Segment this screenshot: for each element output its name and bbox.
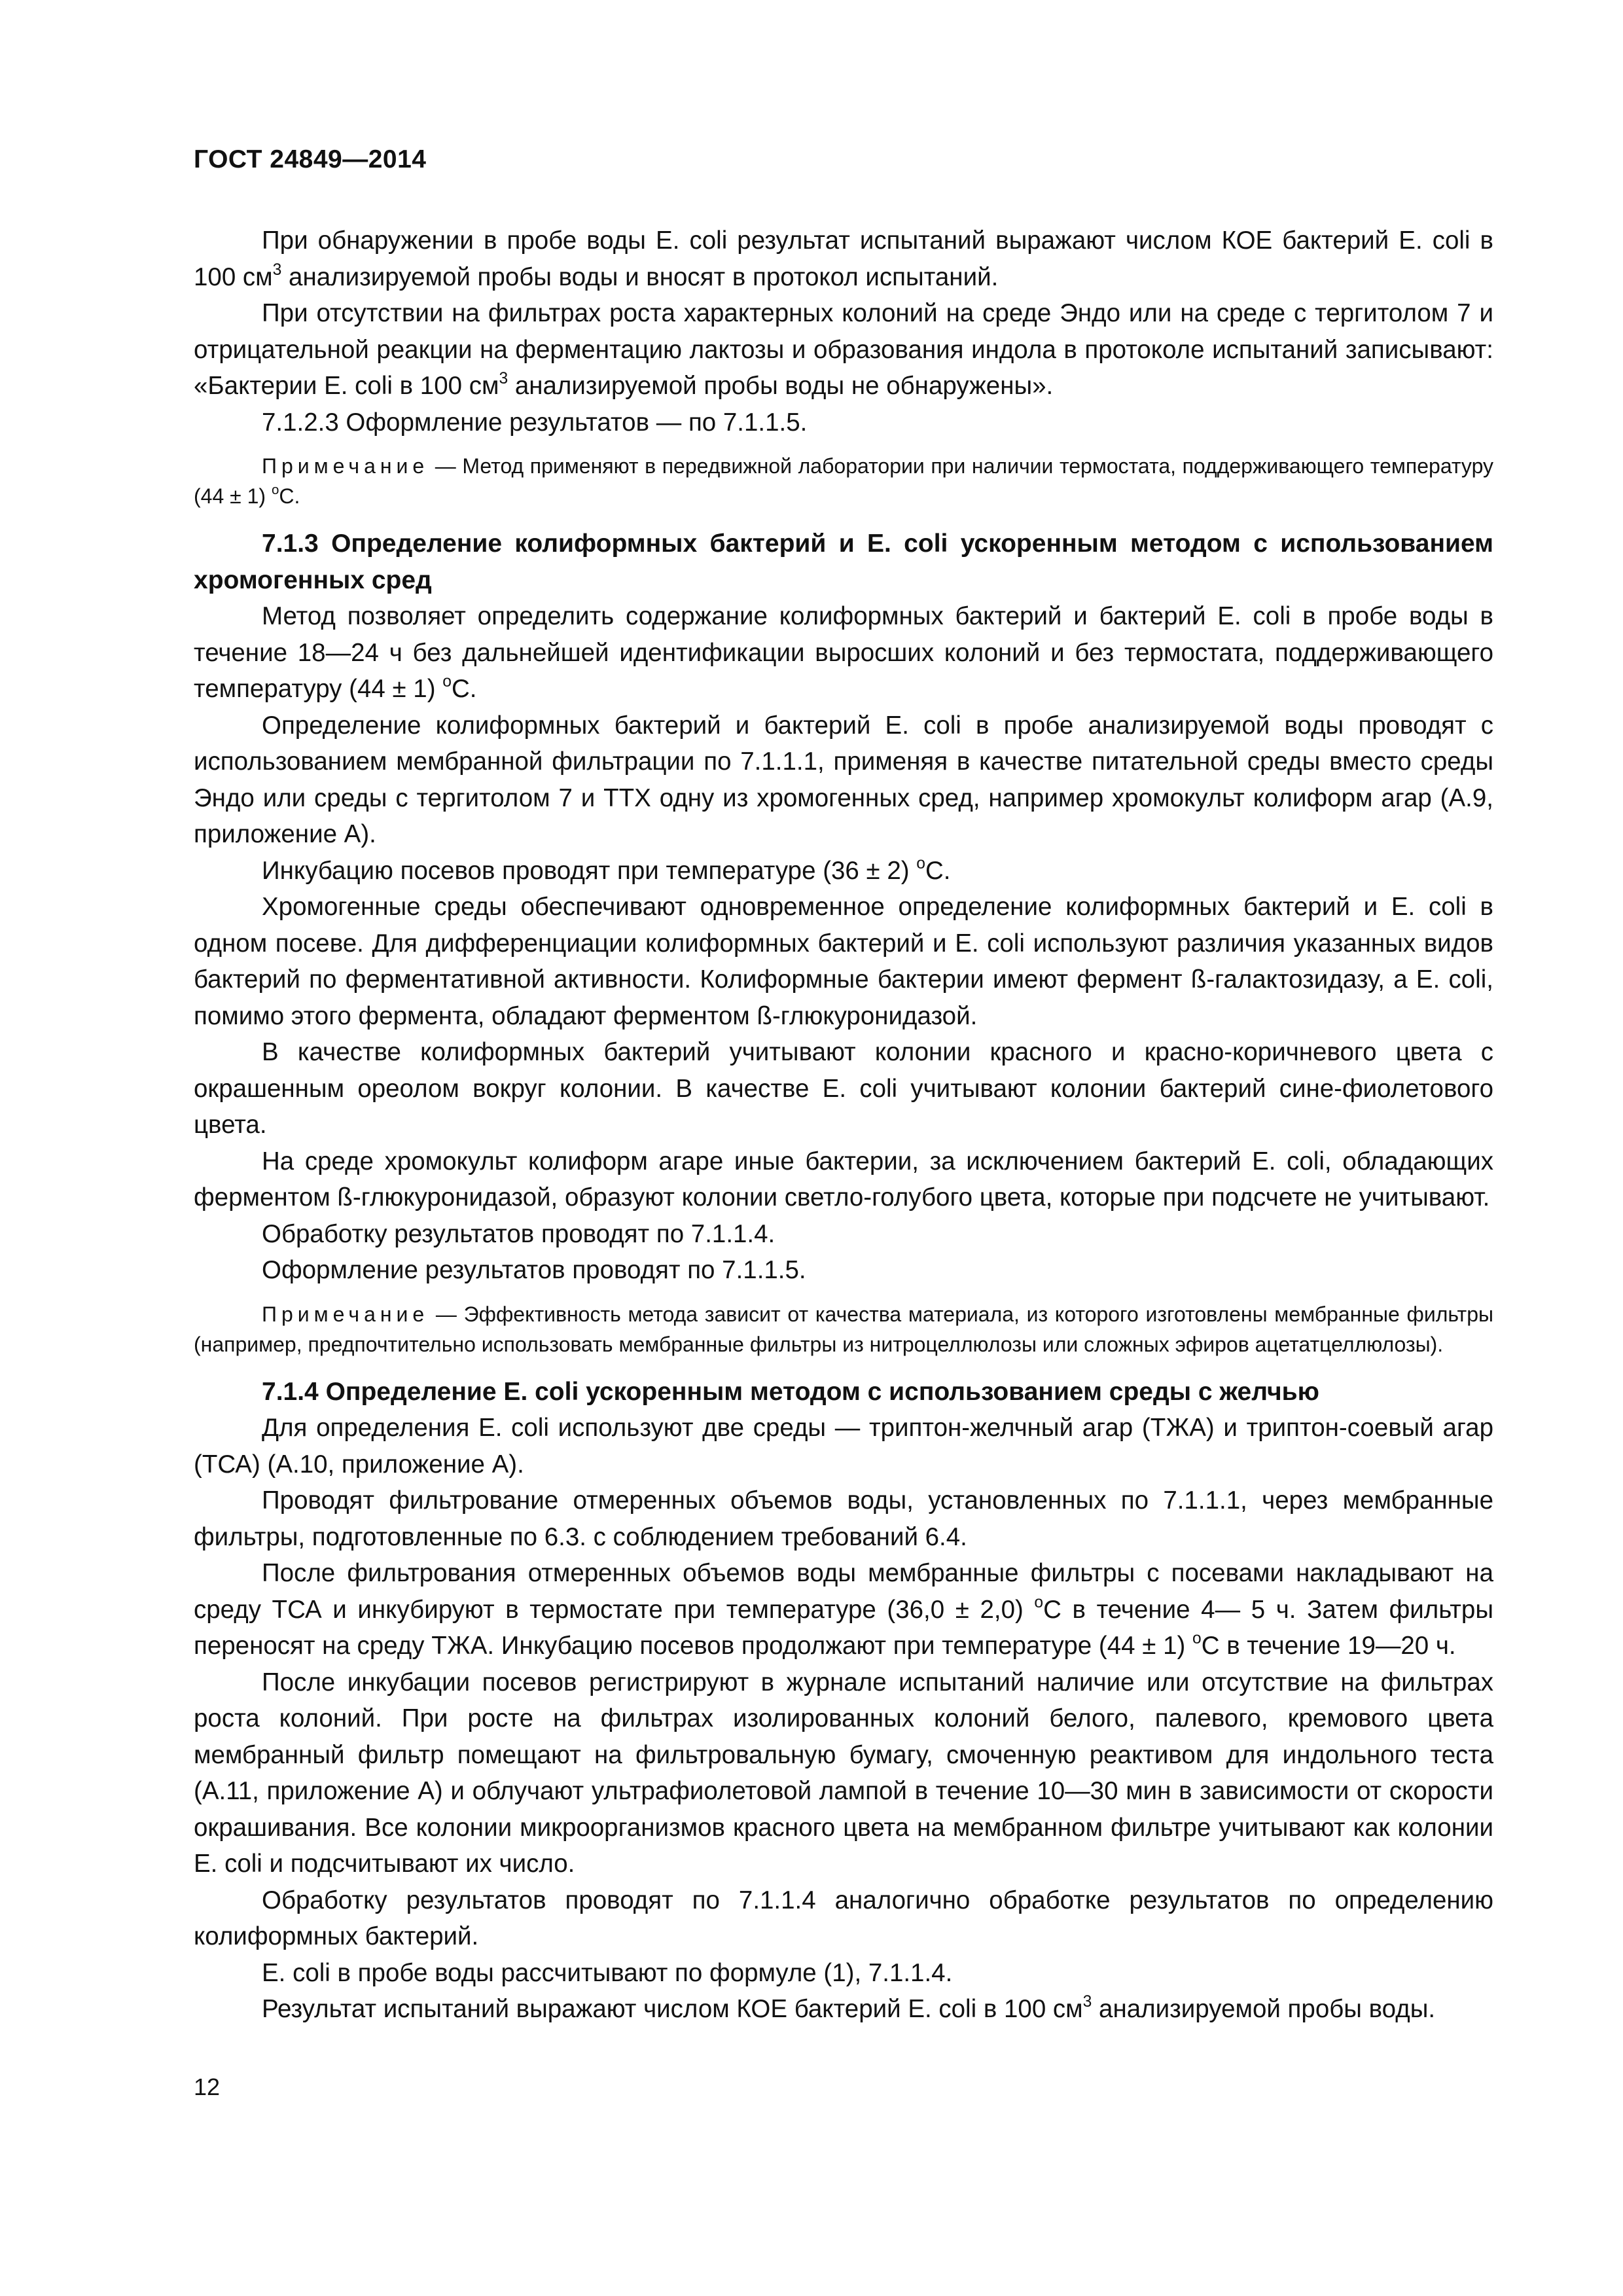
paragraph: Оформление результатов проводят по 7.1.1.5. [262,1256,806,1284]
paragraph: Проводят фильтрование отмеренных объемов воды, установленных по 7.1.1.1, через мембранные фильтры, подготовленные по 6.3. с соблюдением требований 6.4. [194,1486,1493,1551]
paragraph-7-1-2-3: 7.1.2.3 Оформление результатов — по 7.1.1.5. [262,408,808,437]
text-span: — Метод применяют в передвижной лаборатории при наличии термостата, поддерживающего температуру (44 ± 1) [194,454,1493,508]
paragraph: E. coli в пробе воды рассчитывают по формуле (1), 7.1.1.4. [262,1958,953,1987]
note [194,1299,1493,1359]
text-span: С в течение 19—20 ч. [1201,1632,1456,1660]
note [194,451,1493,511]
note-label: Примечание [262,1302,429,1326]
paragraph [194,1991,1493,2028]
paragraph: После инкубации посевов регистрируют в журнале испытаний наличие или отсутствие на фильтрах роста колоний. При росте на фильтрах изолированных колоний белого, палевого, кремового цвета мембранный фильтр помещают на фильтровальную бумагу, смоченную реактивом для индольного теста (А.11, приложение А) и облучают ультрафиолетовой лампой в течение 10—30 мин в зависимости от скорости окрашивания. Все колонии микроорганизмов красного цвета на мембранном фильтре учитывают как колонии E. coli и подсчитывают их число. [194,1668,1493,1878]
degree-sign: о [916,854,925,872]
text-span: С. [279,484,300,508]
degree-sign: о [442,673,452,691]
paragraph: Хромогенные среды обеспечивают одновременное определение колиформных бактерий и E. coli в одном посеве. Для дифференциации колиформных бактерий и E. coli используют различия указанных видов бактерий по ферментативной активности. Колиформные бактерии имеют фермент ß-галактозидазу, а E. coli, помимо этого фермента, обладают ферментом ß-глюкуронидазой. [194,893,1493,1030]
paragraph [194,1555,1493,1664]
degree-sign: о [271,482,279,498]
text-span: Результат испытаний выражают числом КОЕ бактерий E. coli в 100 см [262,1995,1083,2023]
text-span: С. [925,856,951,885]
section-heading-7-1-3: 7.1.3 Определение колиформных бактерий и E. coli ускоренным методом с использованием хромогенных сред [194,529,1493,594]
text-span: При отсутствии на фильтрах роста характерных колоний на среде Эндо или на среде с тергитолом 7 и отрицательной реакции на ферментацию лактозы и образования индола в протоколе испытаний записывают: «Бактерии E. coli в 100 см [194,299,1493,400]
superscript: 3 [1082,1993,1092,2011]
text-span: При обнаружении в пробе воды E. coli результат испытаний выражают числом КОЕ бактерий E. coli в 100 см [194,226,1493,291]
text-span: После фильтрования отмеренных объемов воды мембранные фильтры с посевами накладывают на среду ТСА и инкубируют в термостате при температуре (36,0 ± 2,0) [194,1559,1493,1624]
text-span: анализируемой пробы воды не обнаружены». [508,372,1054,400]
text-span: анализируемой пробы воды. [1092,1995,1436,2023]
paragraph [194,598,1493,708]
section-heading-7-1-4: 7.1.4 Определение E. coli ускоренным методом с использованием среды с желчью [262,1377,1319,1406]
paragraph: Определение колиформных бактерий и бактерий E. coli в пробе анализируемой воды проводят с использованием мембранной фильтрации по 7.1.1.1, применяя в качестве питательной среды вместо среды Эндо или среды с тергитолом 7 и ТТХ одну из хромогенных сред, например хромокульт колиформ агар (А.9, приложение А). [194,711,1493,848]
text-span: Инкубацию посевов проводят при температуре (36 ± 2) [262,856,917,885]
paragraph: В качестве колиформных бактерий учитывают колонии красного и красно-коричневого цвета с окрашенным ореолом вокруг колонии. В качестве E. coli учитывают колонии бактерий сине-фиолетового цвета. [194,1038,1493,1139]
paragraph [194,295,1493,404]
document-body [194,223,1493,2028]
paragraph [194,853,1493,889]
paragraph: На среде хромокульт колиформ агаре иные бактерии, за исключением бактерий E. coli, обладающих ферментом ß-глюкуронидазой, образуют колонии светло-голубого цвета, которые при подсчете не учитывают. [194,1147,1493,1211]
text-span: С в течение 4— 5 ч. Затем фильтры переносят на среду ТЖА. Инкубацию посевов продолжают при температуре (44 ± 1) [194,1595,1493,1660]
text-span: Метод позволяет определить содержание колиформных бактерий и бактерий E. coli в пробе воды в течение 18—24 ч без дальнейшей идентификации выросших колоний и без термостата, поддерживающего температуру (44 ± 1) [194,602,1493,703]
superscript: 3 [272,260,282,279]
note-label: Примечание [262,454,429,478]
degree-sign: о [1034,1593,1044,1611]
text-span: — Эффективность метода зависит от качества материала, из которого изготовлены мембранные фильтры (например, предпочтительно использовать мембранные фильтры из нитроцеллюлозы или сложных эфиров ацетатцеллюлозы). [194,1302,1493,1356]
document-code-header: ГОСТ 24849—2014 [194,145,427,173]
paragraph: Для определения E. coli используют две среды — триптон-желчный агар (ТЖА) и триптон-соевый агар (ТСА) (А.10, приложение А). [194,1414,1493,1479]
paragraph: Обработку результатов проводят по 7.1.1.4 аналогично обработке результатов по определению колиформных бактерий. [194,1886,1493,1950]
text-span: С. [451,675,477,703]
page-number: 12 [194,2073,221,2100]
paragraph [194,223,1493,295]
superscript: 3 [499,370,508,388]
degree-sign: о [1192,1630,1202,1648]
text-span: анализируемой пробы воды и вносят в протокол испытаний. [281,262,999,291]
paragraph: Обработку результатов проводят по 7.1.1.4. [262,1219,776,1248]
